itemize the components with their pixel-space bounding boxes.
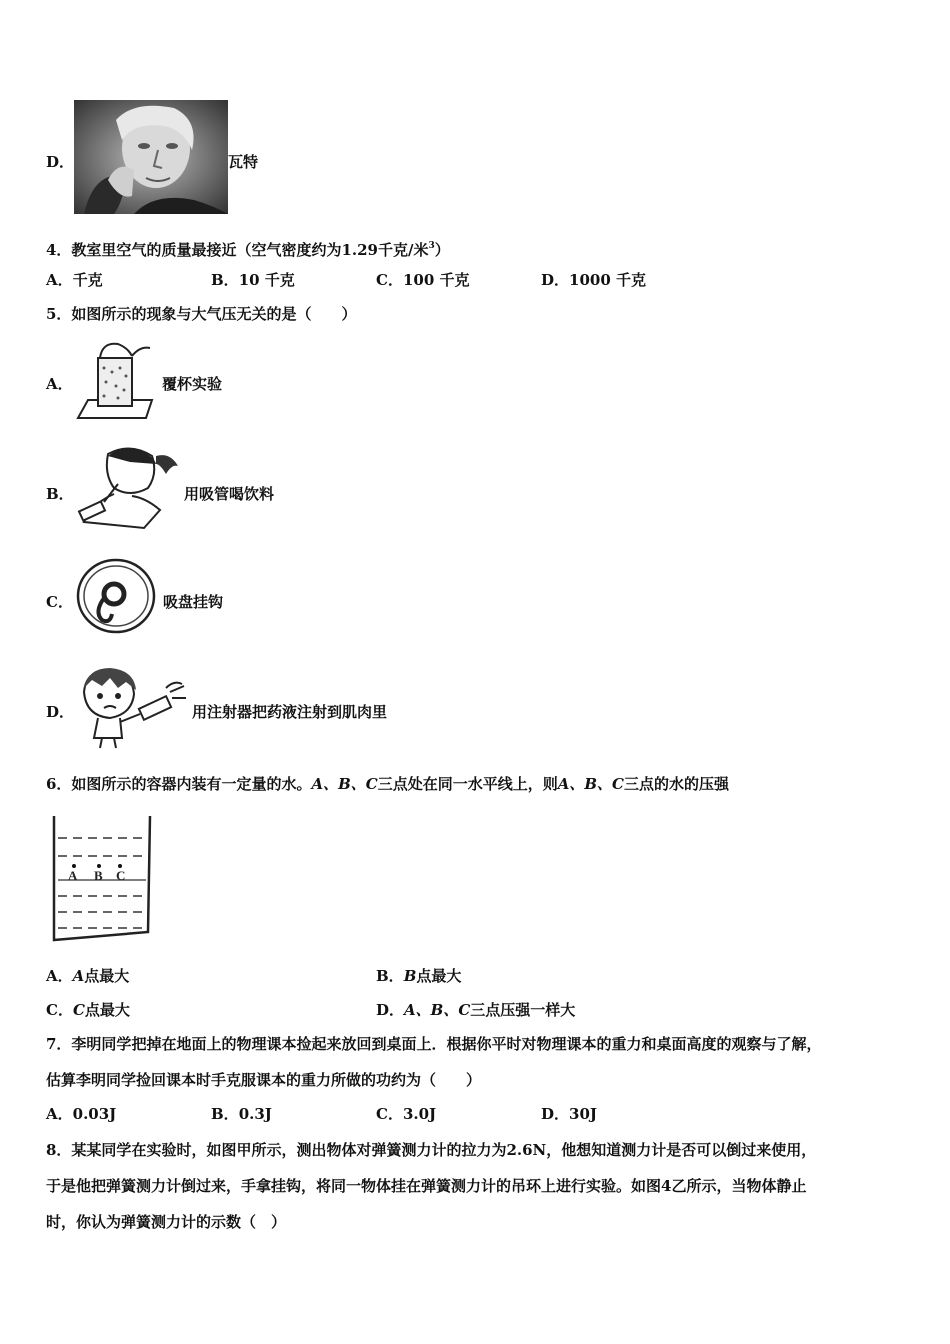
q4-option-d[interactable]: D．1000 千克 [541,271,646,289]
q7-option-a[interactable]: A．0.03J [46,1105,117,1123]
q6-option-c[interactable]: C．C点最大 [46,1001,130,1019]
q6-stem [46,774,729,794]
q6-stem-pre: 6．如图所示的容器内装有一定量的水。 [46,775,312,793]
q6-stem-mid: 三点处在同一水平线上，则 [377,775,558,793]
q5-stem: 5．如图所示的现象与大气压无关的是（ ） [46,305,357,323]
q3-option-d-label: D． [46,153,75,171]
q5-option-c-label[interactable]: C． [46,593,73,611]
q6-option-a[interactable]: A．A点最大 [46,967,130,985]
q6-option-b[interactable]: B．B点最大 [376,967,462,985]
q4-stem-superscript: 3 [428,241,435,251]
q5-option-a-text: 覆杯实验 [162,375,223,393]
q5-option-d-text: 用注射器把药液注射到肌肉里 [192,703,388,721]
water-container-figure [48,812,156,946]
q5-option-a-label[interactable]: A． [46,375,73,393]
q4-option-a[interactable]: A．千克 [46,271,103,289]
q6-stem-abc: A、B、C [311,775,378,793]
q8-stem-line3: 时，你认为弹簧测力计的示数（ ） [46,1213,287,1231]
q5-option-d-label[interactable]: D． [46,703,75,721]
q6-stem-abc2: A、B、C [557,775,624,793]
q5-option-c-text: 吸盘挂钩 [163,593,224,611]
q8-stem-line1: 8．某某同学在实验时，如图甲所示，测出物体对弹簧测力计的拉力为2.6N，他想知道测力计是否可以倒过来使用， [46,1141,817,1159]
drinking-with-straw-icon [74,442,182,530]
q5-option-b-text: 用吸管喝饮料 [184,485,275,503]
point-c-label: C [116,868,126,883]
injection-syringe-icon [74,664,190,750]
suction-cup-hook-icon [76,558,158,636]
q7-stem-line1: 7．李明同学把掉在地面上的物理课本捡起来放回到桌面上．根据你平时对物理课本的重力和桌面高度的观察与了解， [46,1035,822,1053]
q8-stem-line2: 于是他把弹簧测力计倒过来，手拿挂钩，将同一物体挂在弹簧测力计的吊环上进行实验。如图4乙所示，当物体静止 [46,1177,807,1195]
q4-option-c[interactable]: C．100 千克 [376,271,470,289]
q3-option-d-text: 瓦特 [228,153,259,171]
q4-stem-end: ） [434,241,450,259]
q4-stem [46,236,450,260]
point-a-label: A [68,868,78,883]
q7-option-d[interactable]: D．30J [541,1105,597,1123]
q7-stem-line2: 估算李明同学捡回课本时手克服课本的重力所做的功约为（ ） [46,1071,482,1089]
q6-option-d[interactable]: D．A、B、C三点压强一样大 [376,1001,576,1019]
q6-stem-end: 三点的水的压强 [624,775,730,793]
q7-option-c[interactable]: C．3.0J [376,1105,437,1123]
q4-option-b[interactable]: B．10 千克 [211,271,295,289]
inverted-cup-experiment-icon [74,338,158,422]
q4-stem-text: 4．教室里空气的质量最接近（空气密度约为1.29千克/米 [46,241,429,259]
q5-option-b-label[interactable]: B． [46,485,74,503]
q7-option-b[interactable]: B．0.3J [211,1105,272,1123]
point-b-label: B [94,868,103,883]
watt-portrait-image [74,100,228,214]
